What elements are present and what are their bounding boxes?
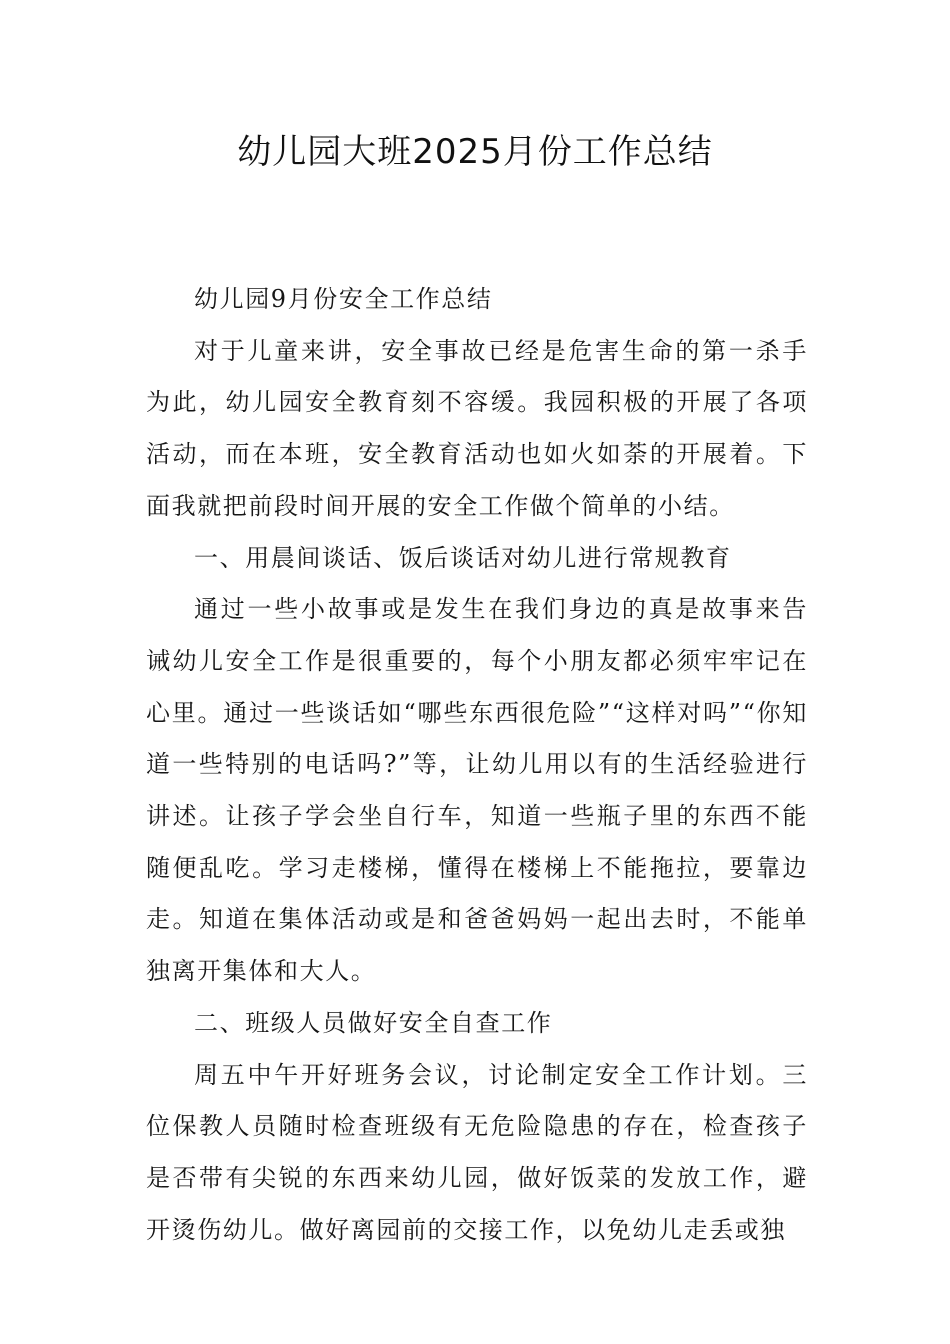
intro-paragraph: 对于儿童来讲，安全事故已经是危害生命的第一杀手为此，幼儿园安全教育刻不容缓。我园积极的开展了各项活动，而在本班，安全教育活动也如火如荼的开展着。下面我就把前段时间开展的安全工作做个简单的小结。 — [146, 336, 808, 520]
section-heading: 幼儿园9月份安全工作总结 — [194, 285, 493, 313]
section-heading: 一、用晨间谈话、饭后谈话对幼儿进行常规教育 — [194, 543, 732, 572]
document-body — [146, 274, 808, 1256]
document-title: 幼儿园大班2025月份工作总结 — [237, 132, 713, 172]
body-paragraph: 通过一些小故事或是发生在我们身边的真是故事来告诫幼儿安全工作是很重要的，每个小朋友都必须牢牢记在心里。通过一些谈话如“哪些东西很危险”“这样对吗”“你知道一些特别的电话吗?”等，让幼儿用以有的生活经验进行讲述。让孩子学会坐自行车，知道一些瓶子里的东西不能随便乱吃。学习走楼梯，懂得在楼梯上不能拖拉，要靠边走。知道在集体活动或是和爸爸妈妈一起出去时，不能单独离开集体和大人。 — [146, 595, 808, 986]
body-paragraph: 周五中午开好班务会议，讨论制定安全工作计划。三位保教人员随时检查班级有无危险隐患的存在，检查孩子是否带有尖锐的东西来幼儿园，做好饭菜的发放工作，避开烫伤幼儿。做好离园前的交接工作，以免幼儿走丢或独 — [146, 1060, 808, 1244]
section-heading: 二、班级人员做好安全自查工作 — [194, 1008, 553, 1037]
